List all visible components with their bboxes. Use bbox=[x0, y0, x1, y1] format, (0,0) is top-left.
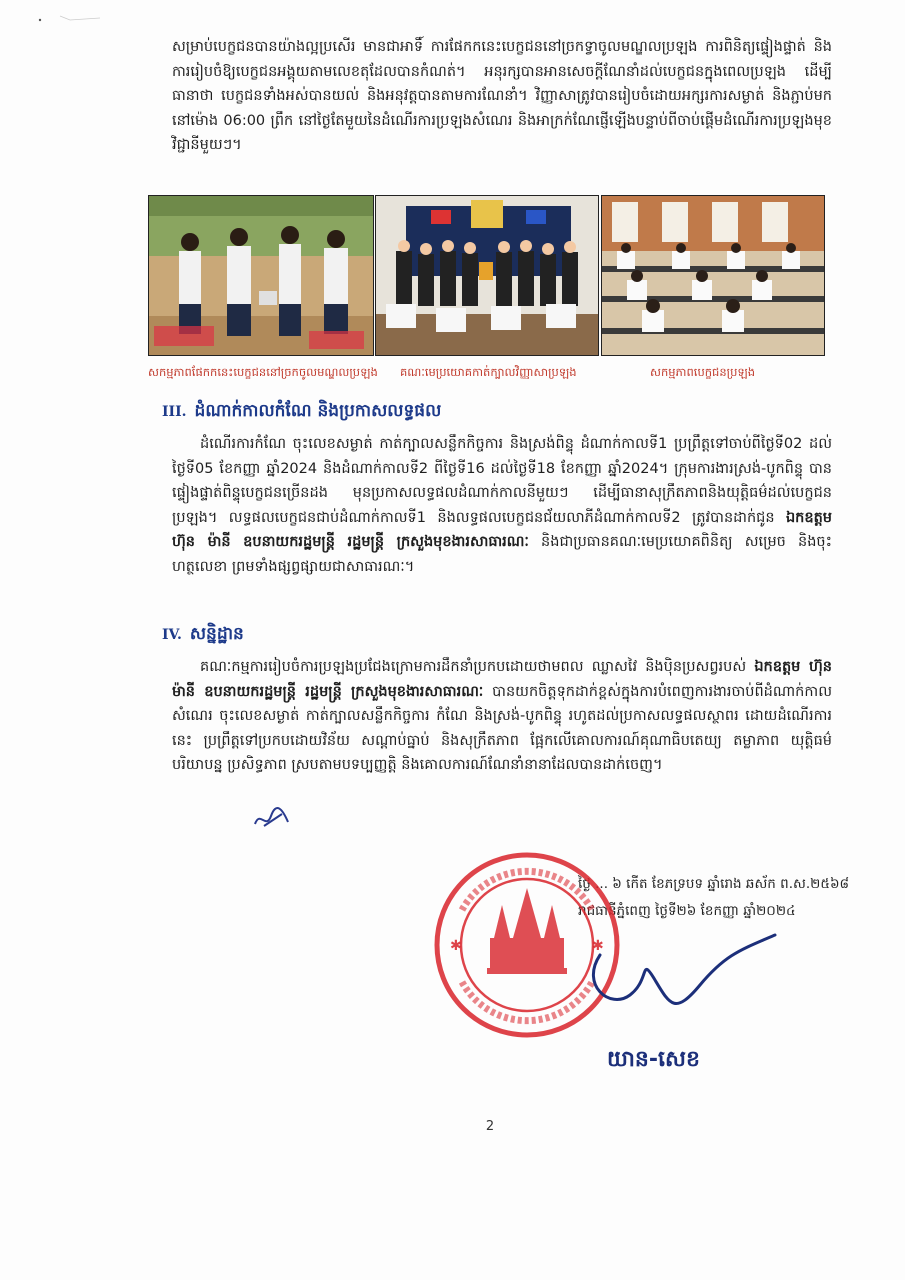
intro-paragraph: សម្រាប់បេក្ខជនបានយ៉ាងល្អប្រសើរ មានជាអាទិ៍ ការផែកកនេះបេក្ខជននៅច្រកទ្វាចូលមណ្ឌលប្រឡង ការពិនិត្យផ្ទៀងផ្ទាត់ និងការរៀបចំឱ្យបេក្ខជនអង្គុយតាមលេខតុដែលបានកំណត់។ អនុរក្សបានអានសេចក្តីណែនាំដល់បេក្ខជនក្នុងពេលប្រឡង ដើម្បីធានាថា បេក្ខជនទាំងអស់បានយល់ និងអនុវត្តបានតាមការណែនាំ។ វិញ្ញាសាត្រូវបានរៀបចំដោយអក្សរការសម្ងាត់ និងភ្ជាប់មកនៅម៉ោង 06:00 ព្រឹក នៅថ្ងៃតែមួយនៃដំណើរការប្រឡងសំណេរ និងអាក្រក់ណែផ្ញើឡើងបន្ទាប់ពីចាប់ផ្តើមដំណើរការប្រឡងមុខវិជ្ជានីមួយៗ។ bbox=[172, 39, 832, 153]
section-3-paragraph bbox=[172, 432, 832, 579]
photo-committee bbox=[375, 195, 599, 356]
section-3-title: ដំណាក់កាលកំណែ និងប្រកាសលទ្ធផល bbox=[194, 401, 442, 421]
signatory-name: យាន-សេខ bbox=[607, 1047, 700, 1072]
dateline-solar: រាជធានីភ្នំពេញ ថ្ងៃទី២៦ ខែកញ្ញា ឆ្នាំ២០២៤ bbox=[578, 903, 796, 919]
photo-caption-3: សកម្មភាពបេក្ខជនប្រឡង bbox=[650, 365, 756, 379]
section-3-text-end: និងជាប្រធានគណៈមេប្រយោគពិនិត្យ សម្រេច និងចុះហត្ថលេខា ព្រមទាំងផ្សព្វផ្សាយជាសាធារណៈ។ bbox=[172, 534, 833, 575]
section-4-text-bold: ឯកឧត្តម ហ៊ុន ម៉ានី ឧបនាយករដ្ឋមន្ត្រី រដ្ឋមន្ត្រី ក្រសួងមុខងារសាធារណៈ bbox=[172, 659, 832, 700]
svg-text:✱: ✱ bbox=[450, 938, 462, 954]
svg-text:✱: ✱ bbox=[592, 938, 604, 954]
section-4-text-end: បានយកចិត្តទុកដាក់ខ្ពស់ក្នុងការបំពេញការងារចាប់ពីដំណាក់កាលសំណេរ ចុះលេខសម្ងាត់ កាត់ក្បាលសន្លឹកកិច្ចការ កំណែ និងស្រង់-បូកពិន្ទុ រហូតដល់ប្រកាសលទ្ធផលស្ថាពរ ដោយដំណើរការនេះ ប្រព្រឹត្តទៅប្រកបដោយវិន័យ សណ្តាប់ធ្នាប់ និងសុក្រឹតភាព ផ្អែកលើគោលការណ៍គុណាធិបតេយ្យ តម្លាភាព យុត្តិធម៌ បរិយាបន្ន ប្រសិទ្ធភាព ស្របតាមបទប្បញ្ញត្តិ និងគោលការណ៍ណែនាំនានាដែលបានដាក់ចេញ។ bbox=[172, 683, 832, 773]
section-3-text-start: ដំណើរការកំណែ ចុះលេខសម្ងាត់ កាត់ក្បាលសន្លឹកកិច្ចការ និងស្រង់ពិន្ទុ ដំណាក់កាលទី1 ប្រព្រឹត្តទៅចាប់ពីថ្ងៃទី02 ដល់ថ្ងៃទី05 ខែកញ្ញា ឆ្នាំ2024 និងដំណាក់កាលទី2 ពីថ្ងៃទី16 ដល់ថ្ងៃទី18 ខែកញ្ញា ឆ្នាំ2024។ ក្រុមការងារស្រង់-បូកពិន្ទុ បានផ្ទៀងផ្ទាត់ពិន្ទុបេក្ខជនច្រើនដង មុនប្រកាសលទ្ធផលដំណាក់កាលនីមួយៗ ដើម្បីធានាសុក្រឹតភាពនិងយុត្តិធម៌ដល់បេក្ខជនប្រឡង។ លទ្ធផលបេក្ខជនជាប់ដំណាក់កាលទី1 និងលទ្ធផលបេក្ខជនជ័យលាភីដំណាក់កាលទី2 ត្រូវបានដាក់ជូន bbox=[172, 436, 832, 526]
section-3-heading bbox=[162, 400, 441, 425]
photo-exam-hall bbox=[601, 195, 825, 356]
section-4-number: IV. bbox=[162, 627, 182, 643]
section-4-title: សន្និដ្ឋាន bbox=[189, 624, 244, 644]
photo-caption-1: សកម្មភាពផែកកនេះបេក្ខជននៅច្រកចូលមណ្ឌលប្រឡង bbox=[148, 365, 378, 379]
section-3-text-bold: ឯកឧត្តម ហ៊ុន ម៉ានី ឧបនាយករដ្ឋមន្ត្រី រដ្ឋមន្ត្រី ក្រសួងមុខងារសាធារណៈ bbox=[172, 509, 832, 550]
section-3-number: III. bbox=[162, 404, 187, 420]
scan-mark bbox=[30, 14, 100, 24]
initial-scribble bbox=[252, 806, 292, 832]
photo-entrance-check bbox=[148, 195, 374, 356]
section-4-paragraph bbox=[172, 655, 832, 778]
section-4-text-start: គណៈកម្មការរៀបចំការប្រឡងប្រជែងក្រោមការដឹកនាំប្រកបដោយថាមពល ឈ្លាសវៃ និងប៉ិនប្រសព្វរបស់ bbox=[200, 659, 755, 675]
section-4-heading bbox=[162, 623, 244, 648]
photo-caption-2: គណៈមេប្រយោគកាត់ក្បាលវិញ្ញាសាប្រឡង bbox=[400, 365, 577, 379]
dateline-lunar: ថ្ងៃ ... ៦ កើត ខែភទ្របទ ឆ្នាំរោង ឆស័ក ព.ស.២៥៦៨ bbox=[578, 876, 850, 892]
signature-icon bbox=[570, 925, 790, 1025]
page-number: 2 bbox=[485, 1119, 495, 1134]
